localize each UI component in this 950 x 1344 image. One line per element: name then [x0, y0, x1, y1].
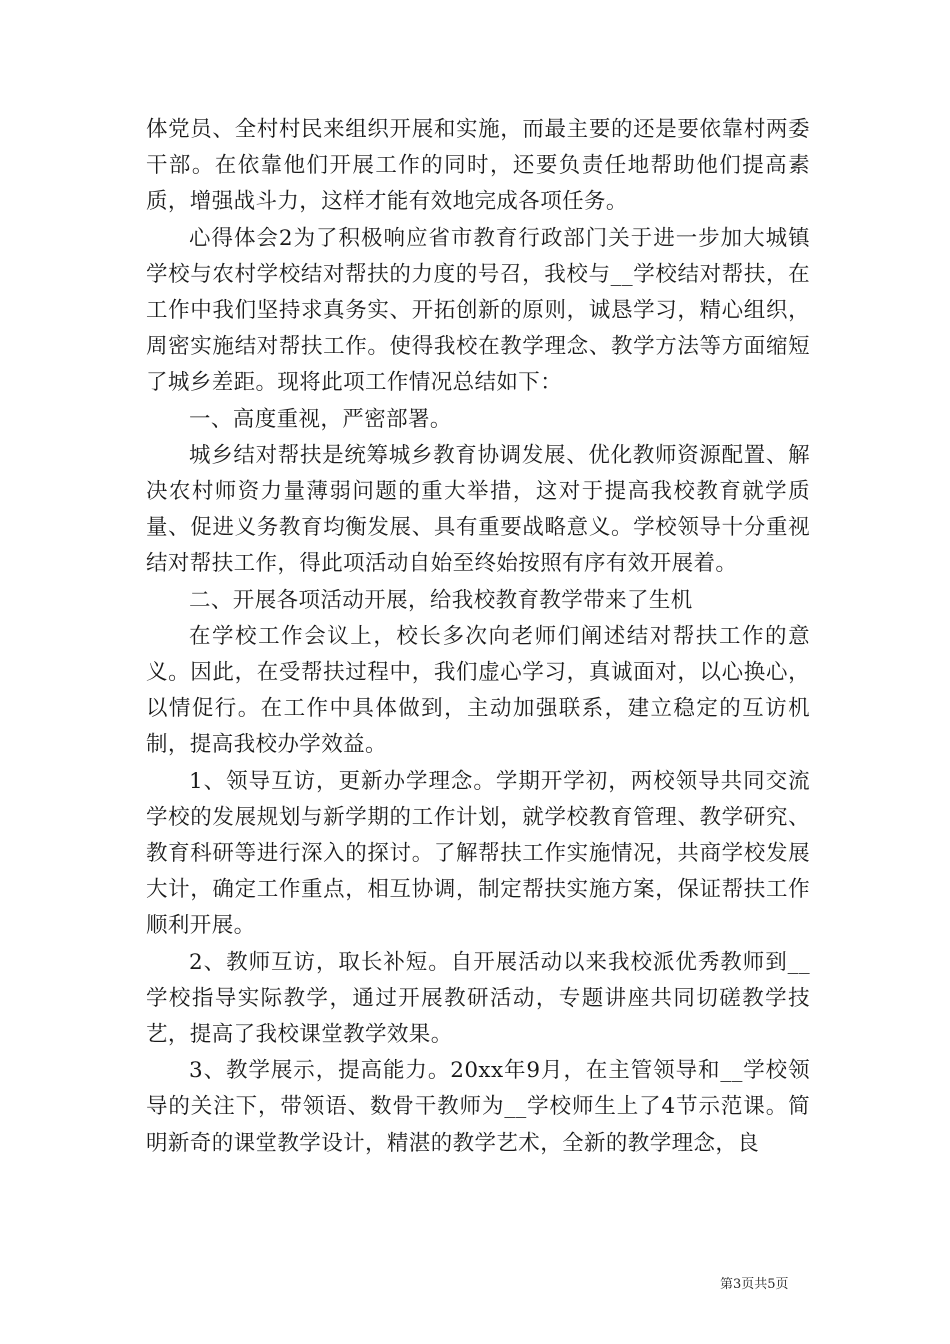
list-item-2: 2、教师互访，取长补短。自开展活动以来我校派优秀教师到__学校指导实际教学，通过开展教研活动，专题讲座共同切磋教学技艺，提高了我校课堂教学效果。	[146, 949, 810, 1048]
paragraph-4: 在学校工作会议上，校长多次向老师们阐述结对帮扶工作的意义。因此，在受帮扶过程中，我们虚心学习，真诚面对，以心换心，以情促行。在工作中具体做到，主动加强联系，建立稳定的互访机制，提高我校办学效益。	[146, 623, 810, 758]
paragraph-3: 城乡结对帮扶是统筹城乡教育协调发展、优化教师资源配置、解决农村师资力量薄弱问题的重大举措，这对于提高我校教育就学质量、促进义务教育均衡发展、具有重要战略意义。学校领导十分重视结对帮扶工作，得此项活动自始至终始按照有序有效开展着。	[146, 442, 810, 577]
section-heading-1: 一、高度重视，严密部署。	[189, 406, 452, 432]
page-number: 第3页共5页	[720, 1277, 789, 1292]
paragraph-2: 心得体会2为了积极响应省市教育行政部门关于进一步加大城镇学校与农村学校结对帮扶的力度的号召，我校与__学校结对帮扶，在工作中我们坚持求真务实、开拓创新的原则，诚恳学习，精心组织，周密实施结对帮扶工作。使得我校在教学理念、教学方法等方面缩短了城乡差距。现将此项工作情况总结如下：	[146, 225, 810, 396]
list-item-1: 1、领导互访，更新办学理念。学期开学初，两校领导共同交流学校的发展规划与新学期的工作计划，就学校教育管理、教学研究、教育科研等进行深入的探讨。了解帮扶工作实施情况，共商学校发展大计，确定工作重点，相互协调，制定帮扶实施方案，保证帮扶工作顺利开展。	[146, 768, 810, 939]
paragraph-1: 体党员、全村村民来组织开展和实施，而最主要的还是要依靠村两委干部。在依靠他们开展工作的同时，还要负责任地帮助他们提高素质，增强战斗力，这样才能有效地完成各项任务。	[146, 117, 810, 215]
section-heading-2: 二、开展各项活动开展，给我校教育教学带来了生机	[189, 587, 693, 613]
list-item-3: 3、教学展示，提高能力。20xx年9月，在主管领导和__学校领导的关注下，带领语、数骨干教师为__学校师生上了4节示范课。简明新奇的课堂教学设计，精湛的教学艺术，全新的教学理念，良	[146, 1058, 810, 1156]
document-body	[146, 112, 810, 1162]
